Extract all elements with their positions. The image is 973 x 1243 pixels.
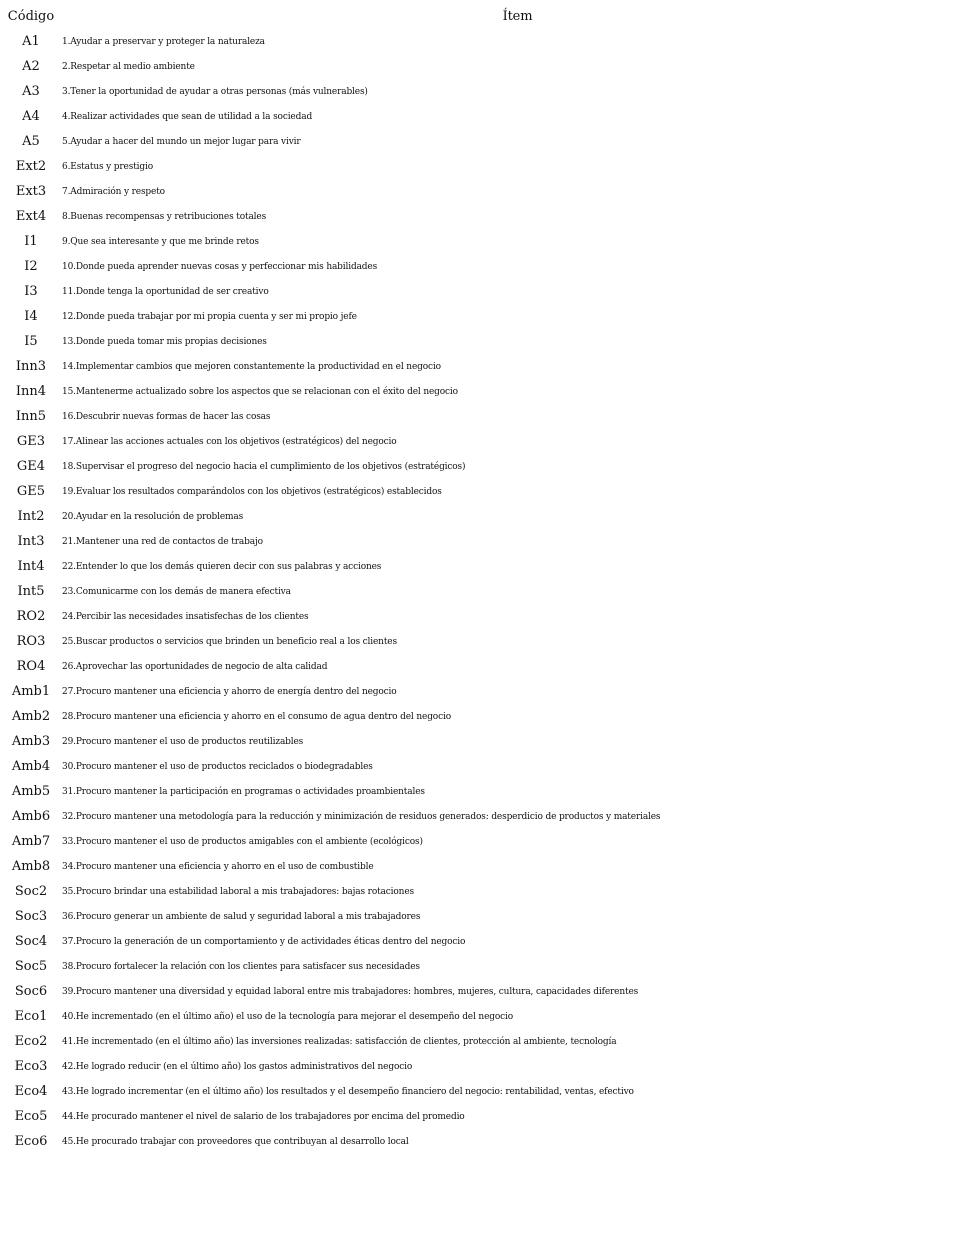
table-header — [0, 4, 973, 29]
row-code: Eco6 — [14, 1134, 48, 1149]
table-row — [0, 904, 973, 929]
row-item: 29.Procuro mantener el uso de productos reutilizables — [62, 736, 304, 747]
row-item: 27.Procuro mantener una eficiencia y ahorro de energía dentro del negocio — [62, 686, 397, 697]
row-item: 26.Aprovechar las oportunidades de negocio de alta calidad — [62, 661, 328, 672]
table-body — [0, 29, 973, 1154]
table-row — [0, 504, 973, 529]
table-row — [0, 79, 973, 104]
table-row — [0, 1079, 973, 1104]
table-row — [0, 954, 973, 979]
row-item: 37.Procuro la generación de un comportamiento y de actividades éticas dentro del negocio — [62, 936, 466, 947]
row-code: Amb2 — [11, 709, 51, 724]
table-row — [0, 54, 973, 79]
row-code: RO2 — [16, 609, 46, 624]
table-row — [0, 279, 973, 304]
table-row — [0, 479, 973, 504]
row-item: 28.Procuro mantener una eficiencia y ahorro en el consumo de agua dentro del negocio — [62, 711, 451, 722]
table-row — [0, 1104, 973, 1129]
table-row — [0, 404, 973, 429]
table-row — [0, 29, 973, 54]
row-item: 33.Procuro mantener el uso de productos amigables con el ambiente (ecológicos) — [62, 836, 423, 847]
table-row — [0, 604, 973, 629]
row-code: Ext2 — [15, 159, 47, 174]
row-code: Inn5 — [15, 409, 47, 424]
table-row — [0, 154, 973, 179]
table-row — [0, 979, 973, 1004]
table-row — [0, 704, 973, 729]
table-row — [0, 629, 973, 654]
row-code: Int5 — [17, 584, 45, 599]
row-code: Ext3 — [15, 184, 47, 199]
row-code: Soc3 — [14, 909, 48, 924]
table-row — [0, 379, 973, 404]
table-row — [0, 579, 973, 604]
table-row — [0, 854, 973, 879]
table-row — [0, 329, 973, 354]
table-row — [0, 229, 973, 254]
row-item: 34.Procuro mantener una eficiencia y ahorro en el uso de combustible — [62, 861, 374, 872]
row-code: Eco2 — [14, 1034, 48, 1049]
row-item: 1.Ayudar a preservar y proteger la naturaleza — [62, 36, 265, 47]
row-item: 40.He incrementado (en el último año) el uso de la tecnología para mejorar el desempeño del negocio — [62, 1011, 514, 1022]
row-code: I4 — [24, 309, 38, 324]
row-code: A1 — [22, 34, 40, 49]
row-item: 11.Donde tenga la oportunidad de ser creativo — [62, 286, 269, 297]
row-item: 4.Realizar actividades que sean de utilidad a la sociedad — [62, 111, 313, 122]
row-item: 2.Respetar al medio ambiente — [62, 61, 195, 72]
table-row — [0, 554, 973, 579]
row-item: 39.Procuro mantener una diversidad y equidad laboral entre mis trabajadores: hombres, mujeres, cultura, capacidades diferentes — [62, 986, 639, 997]
table-row — [0, 929, 973, 954]
table-row — [0, 429, 973, 454]
row-code: Soc2 — [14, 884, 48, 899]
table-row — [0, 804, 973, 829]
table-row — [0, 1004, 973, 1029]
row-item: 6.Estatus y prestigio — [62, 161, 154, 172]
table-row — [0, 204, 973, 229]
row-item: 25.Buscar productos o servicios que brinden un beneficio real a los clientes — [62, 636, 397, 647]
row-code: Amb5 — [11, 784, 51, 799]
row-code: Amb8 — [11, 859, 51, 874]
items-table — [0, 4, 973, 1154]
row-item: 32.Procuro mantener una metodología para la reducción y minimización de residuos generados: desperdicio de productos y materiales — [62, 811, 661, 822]
table-row — [0, 529, 973, 554]
row-code: Int3 — [17, 534, 45, 549]
row-item: 17.Alinear las acciones actuales con los objetivos (estratégicos) del negocio — [62, 436, 397, 447]
row-item: 22.Entender lo que los demás quieren decir con sus palabras y acciones — [62, 561, 382, 572]
table-row — [0, 1029, 973, 1054]
row-code: GE5 — [16, 484, 46, 499]
row-code: Amb6 — [11, 809, 51, 824]
table-row — [0, 354, 973, 379]
table-row — [0, 304, 973, 329]
header-code: Código — [7, 9, 55, 24]
table-row — [0, 754, 973, 779]
row-code: I1 — [24, 234, 38, 249]
row-item: 30.Procuro mantener el uso de productos reciclados o biodegradables — [62, 761, 373, 772]
row-code: I2 — [24, 259, 38, 274]
table-row — [0, 829, 973, 854]
row-code: Amb4 — [11, 759, 51, 774]
row-item: 21.Mantener una red de contactos de trabajo — [62, 536, 263, 547]
row-code: RO4 — [16, 659, 46, 674]
row-code: I3 — [24, 284, 38, 299]
row-code: Eco4 — [14, 1084, 48, 1099]
row-code: Int2 — [17, 509, 45, 524]
row-item: 3.Tener la oportunidad de ayudar a otras personas (más vulnerables) — [62, 86, 368, 97]
table-row — [0, 179, 973, 204]
table-row — [0, 1054, 973, 1079]
row-item: 36.Procuro generar un ambiente de salud y seguridad laboral a mis trabajadores — [62, 911, 421, 922]
row-item: 8.Buenas recompensas y retribuciones totales — [62, 211, 267, 222]
row-code: A4 — [22, 109, 40, 124]
table-row — [0, 729, 973, 754]
row-code: Inn3 — [15, 359, 47, 374]
row-code: Eco1 — [14, 1009, 48, 1024]
table-row — [0, 654, 973, 679]
row-code: Eco5 — [14, 1109, 48, 1124]
row-code: Amb7 — [11, 834, 51, 849]
row-code: A5 — [22, 134, 40, 149]
table-row — [0, 879, 973, 904]
row-item: 38.Procuro fortalecer la relación con los clientes para satisfacer sus necesidades — [62, 961, 420, 972]
row-item: 15.Mantenerme actualizado sobre los aspectos que se relacionan con el éxito del negocio — [62, 386, 458, 397]
row-item: 13.Donde pueda tomar mis propias decisiones — [62, 336, 267, 347]
row-code: RO3 — [16, 634, 46, 649]
table-row — [0, 454, 973, 479]
row-code: Amb3 — [11, 734, 51, 749]
row-code: GE3 — [16, 434, 46, 449]
row-code: I5 — [24, 334, 38, 349]
row-item: 12.Donde pueda trabajar por mi propia cuenta y ser mi propio jefe — [62, 311, 357, 322]
row-code: Int4 — [17, 559, 45, 574]
table-row — [0, 779, 973, 804]
row-code: Soc6 — [14, 984, 48, 999]
row-item: 44.He procurado mantener el nivel de salario de los trabajadores por encima del promedio — [62, 1111, 465, 1122]
row-item: 42.He logrado reducir (en el último año) los gastos administrativos del negocio — [62, 1061, 413, 1072]
row-item: 35.Procuro brindar una estabilidad laboral a mis trabajadores: bajas rotaciones — [62, 886, 414, 897]
row-item: 41.He incrementado (en el último año) las inversiones realizadas: satisfacción de clientes, protección al ambiente, tecnología — [62, 1036, 617, 1047]
row-code: Soc4 — [14, 934, 48, 949]
row-item: 20.Ayudar en la resolución de problemas — [62, 511, 244, 522]
row-code: Inn4 — [15, 384, 47, 399]
table-row — [0, 104, 973, 129]
header-item: Ítem — [502, 9, 533, 24]
row-item: 45.He procurado trabajar con proveedores que contribuyan al desarrollo local — [62, 1136, 409, 1147]
row-item: 31.Procuro mantener la participación en programas o actividades proambientales — [62, 786, 425, 797]
row-item: 43.He logrado incrementar (en el último año) los resultados y el desempeño financiero del negocio: rentabilidad, ventas, efectivo — [62, 1086, 634, 1097]
row-code: Soc5 — [14, 959, 48, 974]
row-item: 7.Admiración y respeto — [62, 186, 165, 197]
row-item: 24.Percibir las necesidades insatisfechas de los clientes — [62, 611, 309, 622]
row-code: GE4 — [16, 459, 46, 474]
row-item: 5.Ayudar a hacer del mundo un mejor lugar para vivir — [62, 136, 301, 147]
table-row — [0, 1129, 973, 1154]
row-code: A2 — [22, 59, 40, 74]
row-item: 23.Comunicarme con los demás de manera efectiva — [62, 586, 291, 597]
row-code: Amb1 — [11, 684, 51, 699]
row-code: Eco3 — [14, 1059, 48, 1074]
row-code: A3 — [22, 84, 40, 99]
row-item: 18.Supervisar el progreso del negocio hacia el cumplimiento de los objetivos (estratégicos) — [62, 461, 466, 472]
table-row — [0, 129, 973, 154]
row-item: 10.Donde pueda aprender nuevas cosas y perfeccionar mis habilidades — [62, 261, 378, 272]
row-item: 9.Que sea interesante y que me brinde retos — [62, 236, 259, 247]
row-item: 16.Descubrir nuevas formas de hacer las cosas — [62, 411, 271, 422]
row-item: 14.Implementar cambios que mejoren constantemente la productividad en el negocio — [62, 361, 441, 372]
table-row — [0, 254, 973, 279]
row-code: Ext4 — [15, 209, 47, 224]
row-item: 19.Evaluar los resultados comparándolos con los objetivos (estratégicos) establecidos — [62, 486, 442, 497]
table-row — [0, 679, 973, 704]
